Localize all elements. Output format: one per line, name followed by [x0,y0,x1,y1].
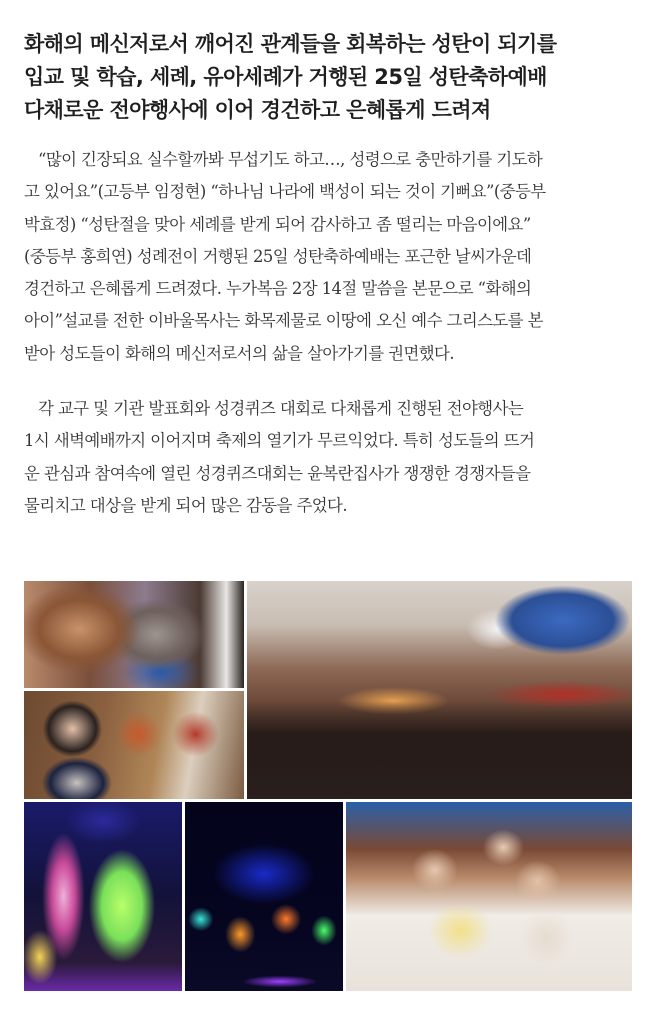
para1-line-7: 받아 성도들이 화해의 메신저로서의 삶을 살아가기를 권면했다. [24,343,454,363]
photo-neon-tree [24,802,182,991]
body-paragraph-1 [24,144,636,370]
para2-line-4: 물리치고 대상을 받게 되어 많은 감동을 주었다. [24,495,348,515]
para2-line-3: 운 관심과 참여속에 열린 성경퀴즈대회는 윤복란집사가 쟁쟁한 경쟁자들을 [24,463,531,483]
para1-line-3: 박효정) “성탄절을 맞아 세례를 받게 되어 감사하고 좀 떨리는 마음이에요” [24,214,531,234]
para1-line-1: “많이 긴장되요 실수할까봐 무섭기도 하고…, 성령으로 충만하기를 기도하 [38,150,543,169]
photo-pews [24,691,244,799]
para1-line-6: 아이”설교를 전한 이바울목사는 화목제물로 이땅에 오신 예수 그리스도를 본 [24,311,543,331]
photo-choir [346,802,632,991]
para1-line-2: 고 있어요”(고등부 임정현) “하나님 나라에 백성이 되는 것이 기뻐요”(중등부 [24,182,546,202]
photo-prayer [24,581,244,688]
photo-sanctuary [247,581,632,799]
para2-line-1: 각 교구 및 기관 발표회와 성경퀴즈 대회로 다채롭게 진행된 전야행사는 [38,399,524,418]
headline-line-1: 화해의 메신저로서 깨어진 관계들을 회복하는 성탄이 되기를 [24,32,557,56]
headline-line-2: 입교 및 학습, 세례, 유아세례가 거행된 25일 성탄축하예배 [24,65,547,89]
para1-line-5: 경건하고 은혜롭게 드려졌다. 누가복음 2장 14절 말씀을 본문으로 “화해의 [24,279,532,299]
para1-line-4: (중등부 홍희연) 성례전이 거행된 25일 성탄축하예배는 포근한 날씨가운데 [24,246,532,266]
para2-line-2: 1시 새벽예배까지 이어지며 축제의 열기가 무르익었다. 특히 성도들의 뜨거 [24,431,535,451]
photo-neon-guitars [185,802,343,991]
headline-line-3: 다채로운 전야행사에 이어 경건하고 은혜롭게 드려져 [24,98,491,122]
article-headline [24,28,644,127]
body-paragraph-2 [24,393,636,522]
